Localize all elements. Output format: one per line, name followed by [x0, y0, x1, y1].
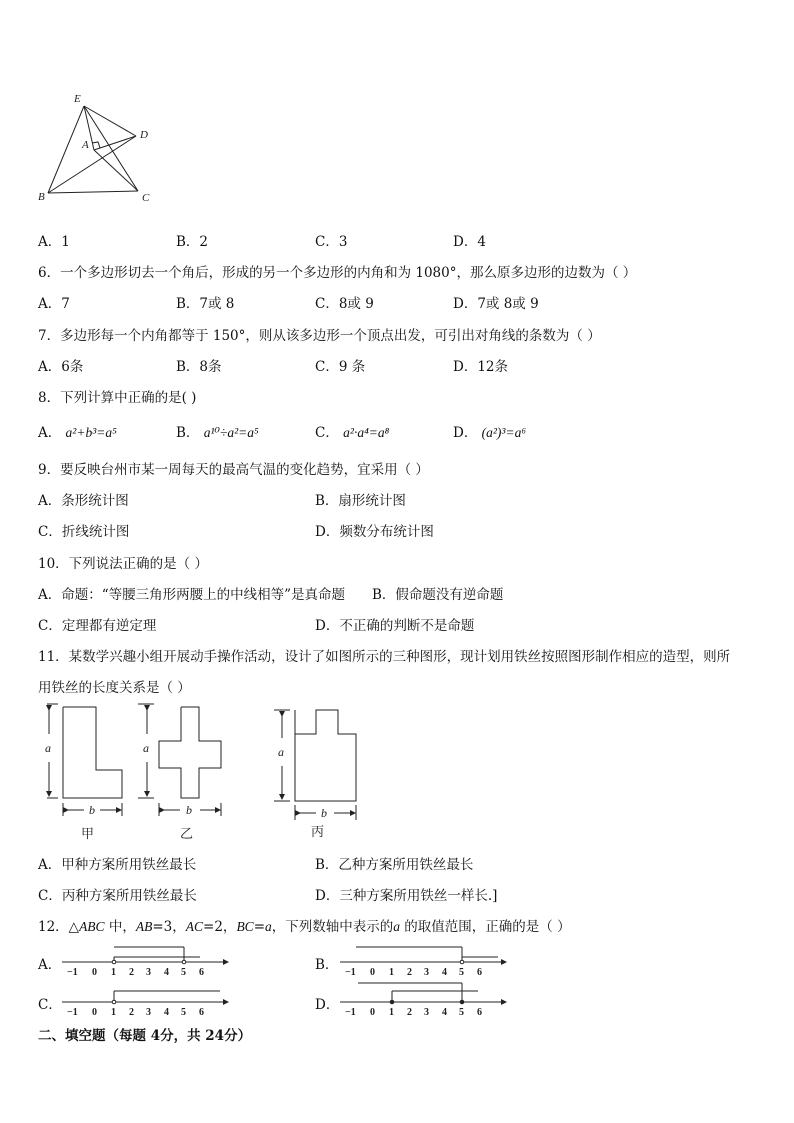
q6-option-a: A．7 — [38, 296, 70, 312]
q8-expr-d: (a²)³=a⁶ — [481, 425, 527, 440]
q12-stem-part: a — [265, 919, 272, 934]
tick-label: 5 — [181, 967, 186, 978]
tick-label: −1 — [67, 1007, 78, 1018]
q8-stem: 8．下列计算中正确的是( ) — [38, 390, 197, 406]
q9-option-b: B．扇形统计图 — [315, 493, 406, 509]
q11-option-b: B．乙种方案所用铁丝最长 — [315, 857, 474, 873]
tick-label: 3 — [424, 1007, 429, 1018]
q9-option-c: C．折线统计图 — [38, 524, 130, 540]
q12-stem-part: AC — [185, 919, 204, 934]
q12-numberline-c — [60, 978, 235, 1020]
q7-option-b: B．8条 — [176, 359, 222, 375]
tick-label: 5 — [181, 1007, 186, 1018]
label-C: C — [142, 192, 150, 204]
figure-name-jia: 甲 — [81, 826, 95, 841]
tick-label: 2 — [407, 1007, 412, 1018]
q11-figures — [34, 700, 374, 845]
section-2-heading: 二、填空题（每题 4分，共 24分） — [38, 1028, 252, 1044]
q12-stem-part: a — [393, 919, 401, 934]
figure-name-bing: 丙 — [311, 824, 325, 839]
q12-label-c: C． — [38, 997, 62, 1013]
q10-option-a: A．命题：“等腰三角形两腰上的中线相等”是真命题 — [38, 587, 346, 603]
tick-label: 6 — [199, 967, 204, 978]
tick-label: 4 — [442, 967, 447, 978]
tick-label: 3 — [424, 967, 429, 978]
q8-label-d: D． — [453, 425, 478, 441]
tick-label: 2 — [129, 1007, 134, 1018]
q8-expr-c: a²·a⁴=a⁸ — [343, 425, 390, 440]
q8-option-d — [453, 421, 526, 441]
q10-stem: 10．下列说法正确的是（ ） — [38, 556, 208, 572]
q8-expr-b: a¹⁰÷a²=a⁵ — [203, 425, 259, 440]
q6-stem: 6．一个多边形切去一个角后，形成的另一个多边形的内角和为 1080°，那么原多边形的边数为（ ） — [38, 265, 637, 281]
label-A: A — [82, 139, 89, 151]
q5-option-c: C．3 — [315, 234, 348, 250]
q6-option-d: D．7或 8或 9 — [453, 296, 539, 312]
tick-label: 6 — [477, 1007, 482, 1018]
q8-option-a — [38, 421, 117, 441]
q11-var-a-3: a — [278, 745, 284, 759]
tick-label: 1 — [389, 1007, 394, 1018]
q12-stem-part: AB — [135, 919, 153, 934]
q9-option-d: D．频数分布统计图 — [315, 524, 434, 540]
q11-option-c: C．丙种方案所用铁丝最长 — [38, 888, 197, 904]
tick-label: 0 — [92, 1007, 97, 1018]
figure-yi — [159, 707, 221, 798]
q12-stem-part: 中， — [104, 919, 136, 935]
q12-stem-part: 12．△ — [38, 919, 80, 935]
q7-option-c: C．9 条 — [315, 359, 366, 375]
q8-label-b: B． — [176, 425, 200, 441]
tick-label: −1 — [345, 1007, 356, 1018]
q8-expr-a: a²+b³=a⁵ — [65, 425, 117, 440]
tick-label: −1 — [67, 967, 78, 978]
q6-option-c: C．8或 9 — [315, 296, 374, 312]
tick-label: 4 — [442, 1007, 447, 1018]
q12-stem-part: =3， — [152, 919, 186, 935]
q12-stem-part: ABC — [79, 919, 105, 934]
q12-stem-part: 的取值范围，正确的是（ ） — [400, 919, 571, 935]
tick-label: 4 — [164, 967, 169, 978]
q5-option-a: A．1 — [38, 234, 70, 250]
q11-var-b-1: b — [89, 803, 95, 817]
q12-stem-part: = — [253, 919, 266, 935]
tick-label: 3 — [146, 1007, 151, 1018]
label-E: E — [74, 93, 81, 105]
q8-option-c — [315, 421, 389, 441]
q11-var-b-3: b — [321, 806, 327, 820]
q10-option-b: B．假命题没有逆命题 — [372, 587, 504, 603]
q11-var-b-2: b — [186, 803, 192, 817]
q12-stem-part: BC — [236, 919, 254, 934]
tick-label: 3 — [146, 967, 151, 978]
tick-label: 0 — [370, 1007, 375, 1018]
label-B: B — [38, 191, 45, 203]
figure-bing — [295, 710, 356, 801]
q6-option-b: B．7或 8 — [176, 296, 235, 312]
tick-label: 4 — [164, 1007, 169, 1018]
q5-option-b: B．2 — [176, 234, 209, 250]
tick-label: 5 — [459, 967, 464, 978]
q11-option-d: D．三种方案所用铁丝一样长.] — [315, 888, 498, 904]
tick-label: 0 — [92, 967, 97, 978]
q8-label-c: C． — [315, 425, 339, 441]
q12-label-b: B． — [315, 957, 339, 973]
q12-numberline-b — [338, 938, 513, 980]
q5-figure — [34, 88, 164, 208]
tick-label: 1 — [389, 967, 394, 978]
tick-label: 1 — [111, 1007, 116, 1018]
q11-var-a-2: a — [143, 741, 149, 755]
q9-stem: 9．要反映台州市某一周每天的最高气温的变化趋势，宜采用（ ） — [38, 462, 429, 478]
tick-label: 0 — [370, 967, 375, 978]
q8-label-a: A． — [38, 425, 62, 441]
q8-option-b — [176, 421, 259, 441]
tick-label: −1 — [345, 967, 356, 978]
tick-label: 6 — [477, 967, 482, 978]
tick-label: 1 — [111, 967, 116, 978]
q9-option-a: A．条形统计图 — [38, 493, 129, 509]
q12-stem-part: =2， — [203, 919, 237, 935]
q11-stem-line2: 用铁丝的长度关系是（ ） — [38, 680, 191, 696]
q11-stem-line1: 11．某数学兴趣小组开展动手操作活动，设计了如图所示的三种图形，现计划用铁丝按照图形制作相应的造型，则所 — [38, 649, 731, 665]
tick-label: 5 — [459, 1007, 464, 1018]
tick-label: 6 — [199, 1007, 204, 1018]
figure-jia — [63, 707, 122, 798]
q7-option-a: A．6条 — [38, 359, 84, 375]
q10-option-c: C．定理都有逆定理 — [38, 618, 157, 634]
q12-stem-part: ，下列数轴中表示的 — [271, 919, 394, 935]
q7-stem: 7．多边形每一个内角都等于 150°，则从该多边形一个顶点出发，可引出对角线的条数为（ ） — [38, 328, 601, 344]
q11-option-a: A．甲种方案所用铁丝最长 — [38, 857, 197, 873]
q12-label-d: D． — [315, 997, 340, 1013]
q12-label-a: A． — [38, 957, 62, 973]
q7-option-d: D．12条 — [453, 359, 509, 375]
q11-var-a-1: a — [45, 741, 51, 755]
q12-stem — [38, 915, 571, 935]
q5-option-d: D．4 — [453, 234, 486, 250]
q10-option-d: D．不正确的判断不是命题 — [315, 618, 475, 634]
tick-label: 2 — [129, 967, 134, 978]
figure-name-yi: 乙 — [180, 826, 194, 841]
q12-numberline-d — [338, 978, 513, 1020]
q12-numberline-a — [60, 938, 235, 980]
label-D: D — [140, 129, 148, 141]
tick-label: 2 — [407, 967, 412, 978]
